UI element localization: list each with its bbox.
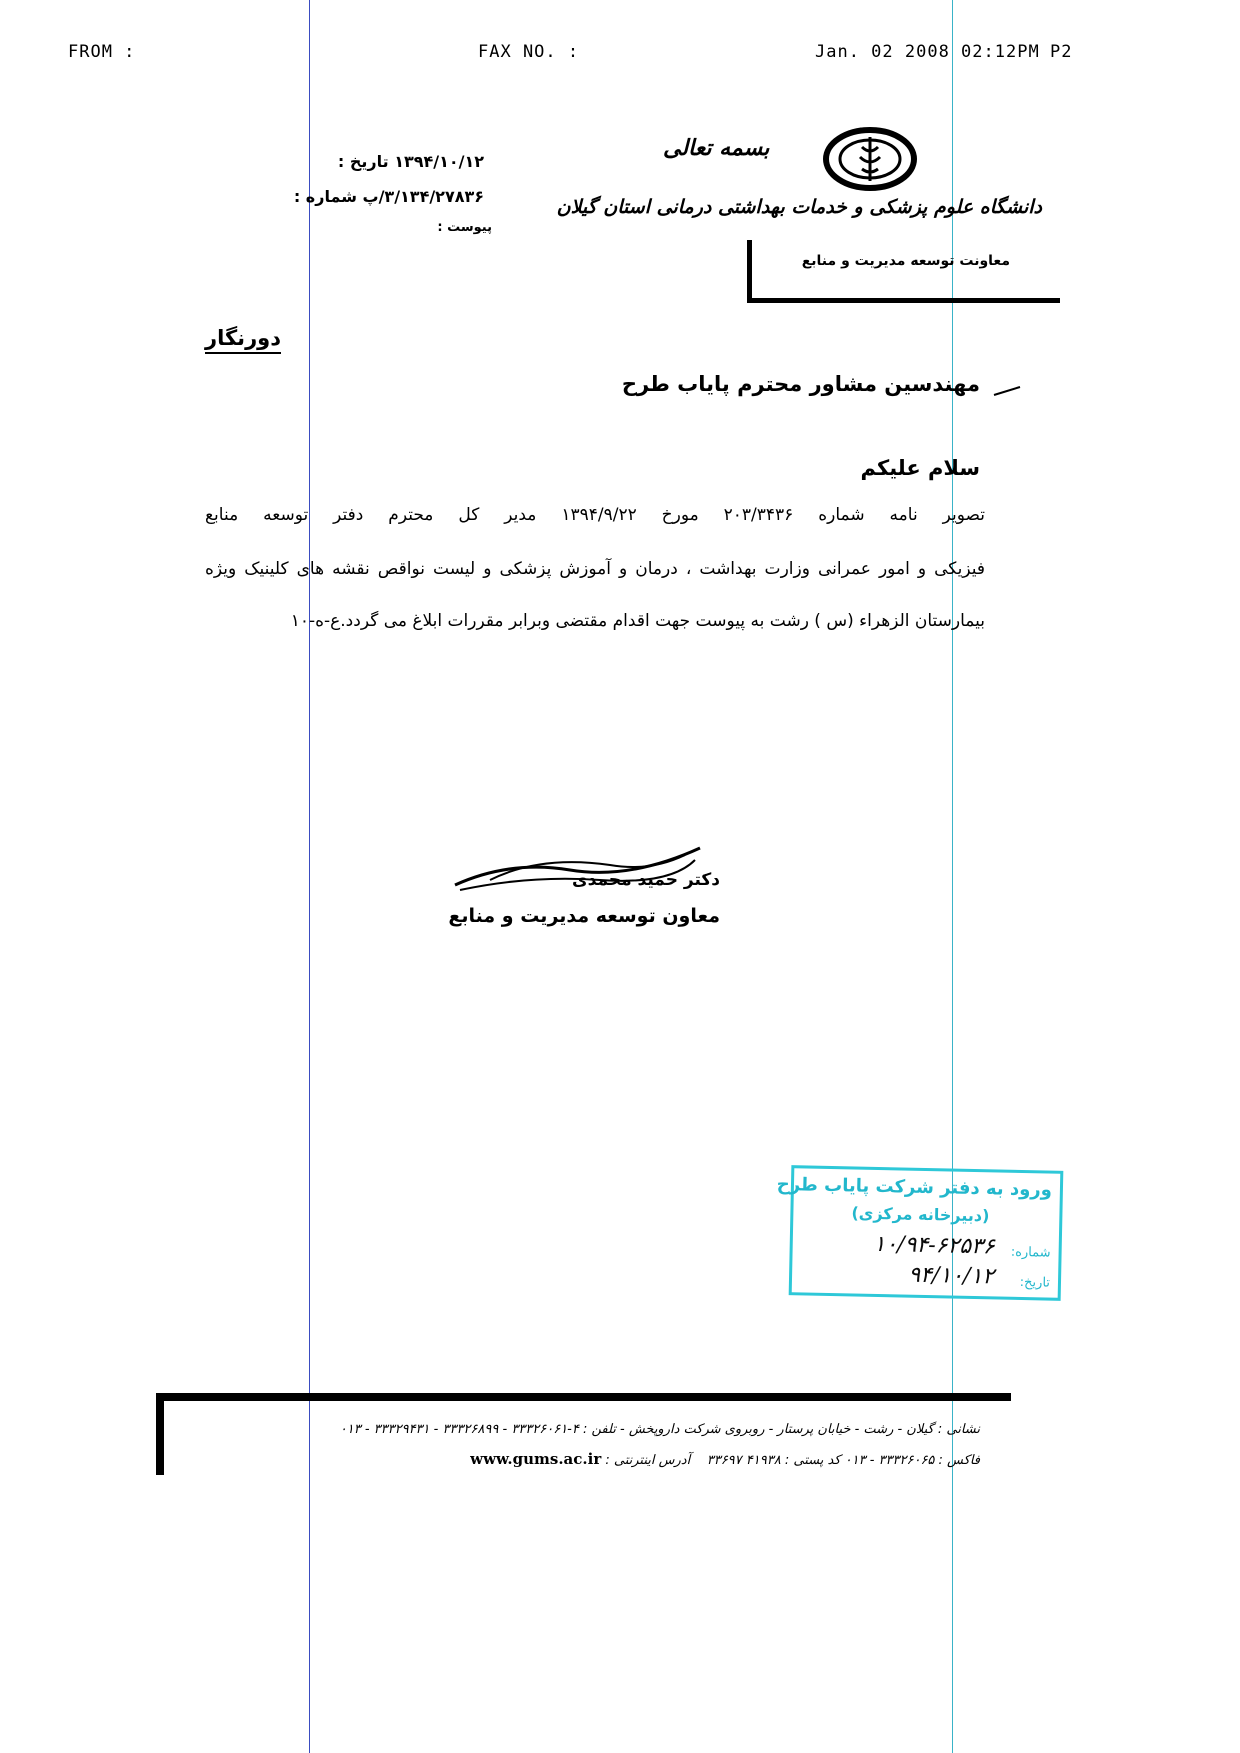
receipt-stamp	[776, 1165, 1064, 1301]
fax-page: P2	[1050, 42, 1073, 62]
attachment-label: پیوست :	[437, 220, 492, 235]
stamp-number-value: ۱۰/۹۴-۶۲۵۳۶	[873, 1231, 995, 1260]
body-line-2: فیزیکی و امور عمرانی وزارت بهداشت ، درمان و آموزش پزشکی و لیست نواقص نقشه های کلینیک ویژه	[205, 559, 985, 579]
footer-address: نشانی : گیلان - رشت - خیابان پرستار - روبروی شرکت داروپخش - تلفن : ۴-۳۳۳۲۶۰۶۱ - ۳۳۳۲۶۸۹۹ - ۳۳۳۲۹۴۳۱ - ۰۱۳	[339, 1422, 980, 1437]
fax-datetime: Jan. 02 2008 02:12PM	[815, 42, 1040, 62]
recipient: مهندسین مشاور محترم پایاب طرح	[621, 372, 980, 396]
footer-contact	[215, 1450, 980, 1468]
footer-rule	[156, 1393, 1011, 1401]
number-value: ۳/۱۳۴/۲۷۸۳۶/پ	[362, 187, 484, 206]
stamp-subtitle: (دبیرخانه مرکزی)	[851, 1203, 990, 1226]
university-emblem-icon	[822, 127, 918, 191]
date-label: تاریخ :	[337, 152, 389, 171]
recipient-dash-mark	[992, 385, 1022, 397]
department-name: معاونت توسعه مدیریت و منابع	[801, 253, 1010, 269]
footer-left-rule	[156, 1393, 164, 1475]
stamp-title: ورود به دفتر شرکت پایاب طرح	[776, 1173, 1053, 1201]
footer-website-label: آدرس اینترنتی :	[605, 1453, 691, 1468]
signatory-title: معاون توسعه مدیریت و منابع	[448, 905, 720, 927]
number-row	[282, 187, 492, 206]
fax-from: FROM :	[68, 42, 136, 62]
attachment-row	[282, 220, 492, 235]
footer-fax-postal: فاکس : ۳۳۳۲۶۰۶۵ - ۰۱۳ کد پستی : ۴۱۹۳۸ ۳۳۶۹۷	[706, 1453, 980, 1468]
scan-line-left	[309, 0, 310, 1753]
stamp-number-label: شماره:	[1010, 1244, 1051, 1261]
signatory-name: دکتر حمید محمدی	[572, 870, 720, 890]
fax-document-label: دورنگار	[205, 326, 281, 354]
body-line-1: تصویر نامه شماره ۲۰۳/۳۴۳۶ مورخ ۱۳۹۴/۹/۲۲ مدیر کل محترم دفتر توسعه منابع	[205, 505, 985, 525]
footer-website-link[interactable]: www.gums.ac.ir	[470, 1450, 602, 1468]
stamp-date-label: تاریخ:	[1019, 1274, 1051, 1291]
university-name: دانشگاه علوم پزشکی و خدمات بهداشتی درمانی استان گیلان	[556, 196, 1042, 218]
body-line-3: بیمارستان الزهراء (س ) رشت به پیوست جهت اقدام مقتضی وبرابر مقررات ابلاغ می گردد.ع-ه-۱۰	[290, 611, 985, 631]
fax-number: FAX NO. :	[478, 42, 580, 62]
department-box	[747, 240, 1060, 303]
date-value: ۱۳۹۴/۱۰/۱۲	[394, 152, 484, 171]
date-row	[282, 152, 492, 171]
salutation: سلام علیکم	[860, 456, 980, 480]
letter-invocation: بسمه تعالی	[663, 135, 770, 161]
stamp-date-value: ۹۴/۱۰/۱۲	[908, 1262, 995, 1290]
number-label: شماره :	[293, 187, 357, 206]
